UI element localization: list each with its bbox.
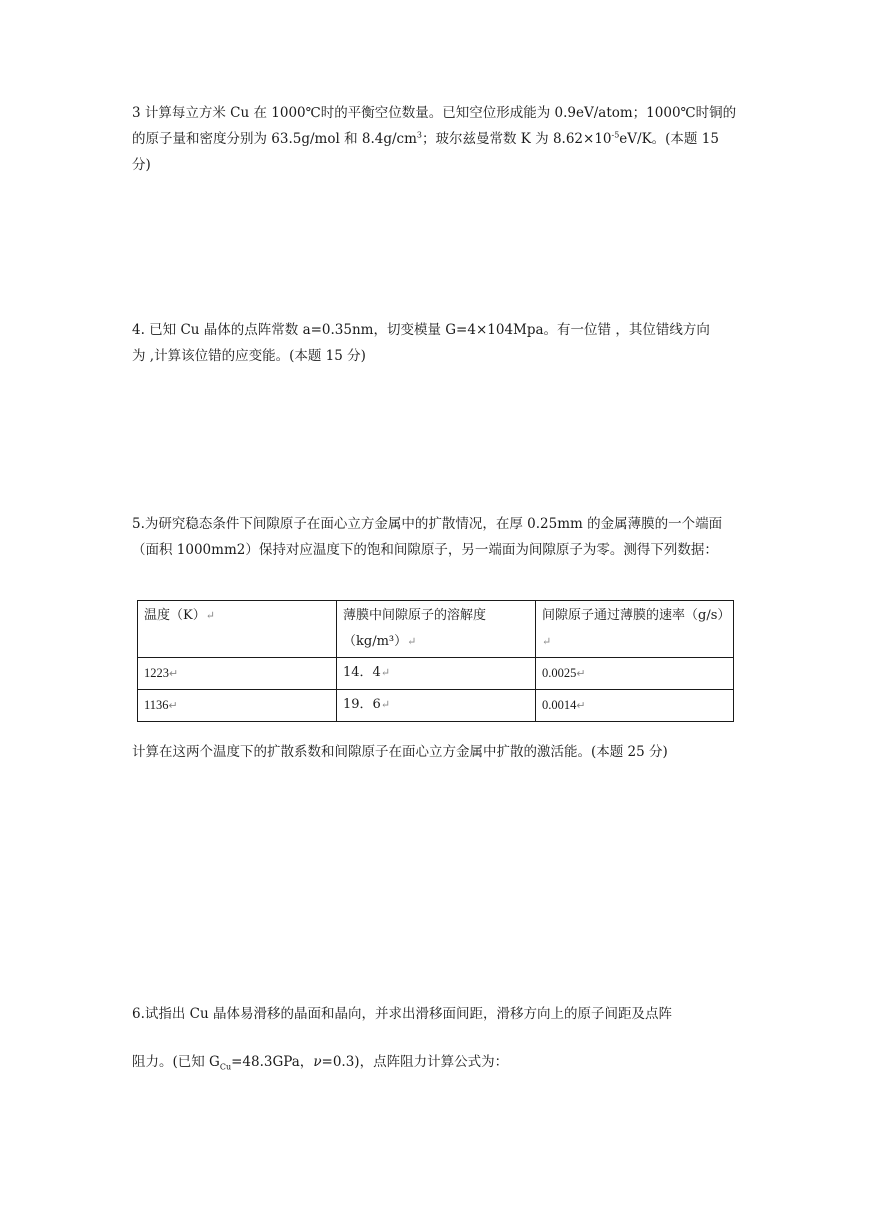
- return-mark-icon: ↵: [380, 666, 391, 679]
- table-cell: [536, 658, 734, 690]
- q3-text-b: ；玻尔兹曼常数 K 为 8.62×10: [421, 131, 612, 147]
- header-temperature: [138, 601, 337, 658]
- q3-text-a: 3 计算每立方米 Cu 在 1000℃时的平衡空位数量。已知空位形成能为 0.9eV/atom；1000℃时铜的的原子量和密度分别为 63.5g/mol 和 8.4g/cm: [132, 105, 737, 147]
- diffusion-data-table: [137, 600, 734, 722]
- cm3-superscript: 3: [416, 130, 422, 140]
- table-cell: [536, 690, 734, 722]
- question-6-line1: 6.试指出 Cu 晶体易滑移的晶面和晶向，并求出滑移面间距，滑移方向上的原子间距及点阵: [132, 1006, 672, 1022]
- question-6: [132, 1001, 740, 1075]
- return-mark-icon: ↵: [168, 700, 178, 712]
- table-cell: [337, 690, 536, 722]
- return-mark-icon: ↵: [576, 700, 586, 712]
- table-cell: [138, 690, 337, 722]
- question-4-line1: 4. 已知 Cu 晶体的点阵常数 a=0.35nm，切变模量 G=4×104Mpa。有一位错 ，其位错线方向: [132, 322, 710, 338]
- question-3: [132, 100, 740, 178]
- question-5-after-text: 计算在这两个温度下的扩散系数和间隙原子在面心立方金属中扩散的激活能。(本题 25 分): [132, 744, 668, 760]
- exponent-superscript: -5: [611, 130, 620, 140]
- cell-value: 19．6: [343, 697, 381, 712]
- cell-value: 1223: [144, 666, 169, 680]
- cu-subscript: Cu: [219, 1062, 232, 1072]
- header-rate: [536, 601, 734, 658]
- question-5-intro: 5.为研究稳态条件下间隙原子在面心立方金属中的扩散情况，在厚 0.25mm 的金属薄膜的一个端面（面积 1000mm2）保持对应温度下的饱和间隙原子，另一端面为间隙原子为零。测得下列数据：: [132, 516, 723, 558]
- question-3-text: [132, 100, 740, 178]
- question-5-after: [132, 739, 740, 765]
- question-4: [132, 317, 740, 369]
- header-temperature-label: 温度（K）: [144, 608, 206, 623]
- return-mark-icon: ↵: [169, 668, 179, 680]
- question-4-line2: 为 ,计算该位错的应变能。(本题 15 分): [132, 348, 366, 364]
- table-cell: [337, 658, 536, 690]
- return-mark-icon: ↵: [205, 609, 215, 622]
- return-mark-icon: ↵: [542, 635, 552, 648]
- q6-text-a: 阻力。(已知 G: [132, 1054, 220, 1070]
- q3-text-c: eV/K。(本题 15 分): [132, 131, 719, 173]
- q6-text-c: =0.3)，点阵阻力计算公式为：: [321, 1054, 509, 1070]
- cell-value: 0.0014: [542, 698, 577, 712]
- q6-text-b: =48.3GPa，: [231, 1054, 314, 1070]
- table-row: [138, 658, 734, 690]
- header-rate-label: 间隙原子通过薄膜的速率（g/s）: [542, 608, 731, 623]
- header-solubility-label: 薄膜中间隙原子的溶解度（kg/m³）: [343, 608, 487, 649]
- question-5: [132, 511, 740, 563]
- cell-value: 1136: [144, 698, 169, 712]
- cell-value: 0.0025: [542, 666, 577, 680]
- poisson-symbol: ν: [313, 1054, 322, 1070]
- table-header-row: [138, 601, 734, 658]
- question-6-line2: [132, 1049, 740, 1075]
- return-mark-icon: ↵: [380, 698, 391, 711]
- table-row: [138, 690, 734, 722]
- header-solubility: [337, 601, 536, 658]
- cell-value: 14．4: [343, 665, 381, 680]
- return-mark-icon: ↵: [407, 635, 417, 648]
- return-mark-icon: ↵: [576, 668, 586, 680]
- table-cell: [138, 658, 337, 690]
